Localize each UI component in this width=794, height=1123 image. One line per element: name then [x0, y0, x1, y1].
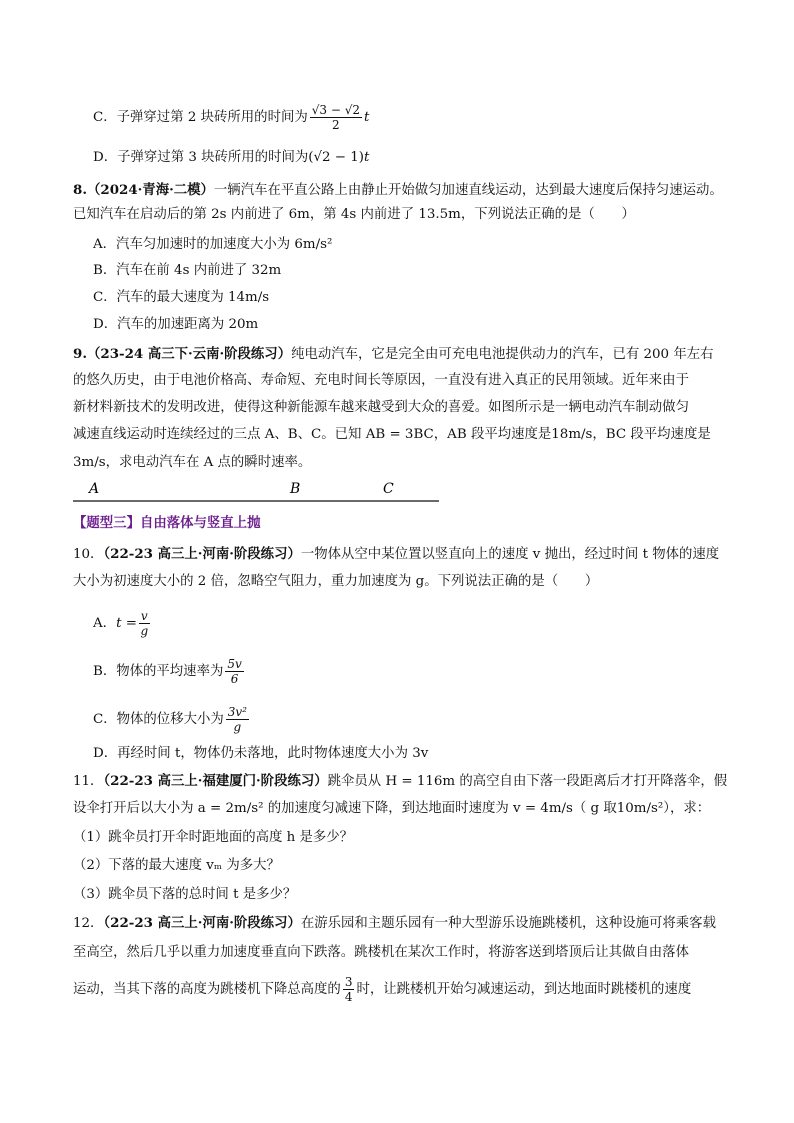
- fraction: $\frac{3}{4}$: [344, 975, 353, 1004]
- q9-line4: 减速直线运动时连续经过的三点 A、B、C。已知 AB = 3BC，AB 段平均速度是18m/s，BC 段平均速度是: [73, 427, 711, 442]
- question-number: 9.: [73, 346, 87, 362]
- question-source: （22-23 高三上·河南·阶段练习）: [103, 546, 301, 562]
- q10-option-b: B．物体的平均速率为 $\frac{5v}{6}$: [93, 657, 242, 686]
- q11-sub-2: （2）下落的最大速度 vₘ 为多大？: [73, 858, 280, 873]
- math-expression: (√2 − 1): [308, 150, 365, 165]
- q11-sub-3: （3）跳伞员下落的总时间 t 是多少？: [73, 887, 297, 902]
- option-text: D．子弹穿过第 3 块砖所用的时间为: [93, 150, 309, 165]
- q9-line3: 新材料新技术的发明改进，使得这种新能源车越来越受到大众的喜爱。如图所示是一辆电动汽车制动做匀: [73, 400, 689, 415]
- option-text: C．子弹穿过第 2 块砖所用的时间为: [93, 110, 308, 125]
- option-d-top: D．子弹穿过第 3 块砖所用的时间为(√2 − 1)t: [93, 150, 370, 165]
- q11-line1: 11．（22-23 高三上·福建厦门·阶段练习）跳伞员从 H = 116m 的高空自由下落一段距离后才打开降落伞，假: [73, 773, 728, 789]
- question-number: 12．: [73, 916, 104, 931]
- question-number: 11．: [73, 774, 104, 789]
- q9-line1: 9.（23-24 高三下·云南·阶段练习）纯电动汽车，它是完全由可充电电池提供动力的汽车，已有 200 年左右: [73, 346, 714, 362]
- section-heading: 【题型三】自由落体与竖直上抛: [73, 516, 261, 531]
- q8-line2: 已知汽车在启动后的第 2s 内前进了 6m，第 4s 内前进了 13.5m，下列说法正确的是（ ）: [73, 207, 635, 222]
- option-c-top: C．子弹穿过第 2 块砖所用的时间为 $\frac{√3 - √2}{2}$ t: [93, 103, 370, 132]
- q11-sub-1: （1）跳伞员打开伞时距地面的高度 h 是多少？: [73, 830, 354, 845]
- q12-line1: 12．（22-23 高三上·河南·阶段练习）在游乐园和主题乐园有一种大型游乐设施跳楼机，这种设施可将乘客载: [73, 915, 716, 931]
- q10-line2: 大小为初速度大小的 2 倍，忽略空气阻力，重力加速度为 g。下列说法正确的是（ ）: [73, 574, 599, 589]
- point-a-label: A: [89, 481, 100, 497]
- q11-line2: 设伞打开后以大小为 a = 2m/s² 的加速度匀减速下降，到达地面时速度为 v = 4m/s（ g 取10m/s²），求：: [73, 801, 711, 816]
- question-number: 10．: [73, 547, 104, 562]
- fraction: $\frac{\text{3v²}}{g}$: [227, 705, 247, 734]
- fraction: $\frac{√3 - √2}{2}$: [311, 103, 360, 132]
- fraction: $\frac{v}{g}$: [140, 609, 149, 638]
- question-source: （23-24 高三下·云南·阶段练习）: [86, 346, 292, 362]
- q8-line1: 8.（2024·青海·二模）一辆汽车在平直公路上由静止开始做匀加速直线运动，达到最大速度后保持匀速运动。: [73, 182, 723, 198]
- question-source: （2024·青海·二模）: [86, 182, 214, 198]
- q10-option-d: D．再经时间 t，物体仍未落地，此时物体速度大小为 3v: [93, 746, 429, 761]
- question-source: （22-23 高三上·福建厦门·阶段练习）: [103, 773, 328, 789]
- q12-line2: 至高空，然后几乎以重力加速度垂直向下跌落。跳楼机在某次工作时，将游客送到塔顶后让其做自由落体: [73, 945, 689, 960]
- q10-option-c: C．物体的位移大小为 $\frac{\text{3v²}}{g}$: [93, 705, 247, 734]
- q8-option-b: B．汽车在前 4s 内前进了 32m: [93, 263, 282, 278]
- q12-line3: 运动，当其下落的高度为跳楼机下降总高度的 $\frac{3}{4}$ 时，让跳楼机开始匀减速运动，到达地面时跳楼机的速度: [73, 975, 692, 1004]
- point-b-label: B: [290, 481, 301, 497]
- q9-line5: 3m/s，求电动汽车在 A 点的瞬时速率。: [73, 455, 312, 470]
- q8-option-a: A．汽车匀加速时的加速度大小为 6m/s²: [93, 237, 333, 252]
- point-c-label: C: [383, 481, 394, 497]
- q9-line2: 的悠久历史，由于电池价格高、寿命短、充电时间长等原因，一直没有进入真正的民用领域。近年来由于: [73, 373, 689, 388]
- abc-line-diagram: [73, 478, 445, 506]
- q10-line1: 10．（22-23 高三上·河南·阶段练习）一物体从空中某位置以竖直向上的速度 v 抛出，经过时间 t 物体的速度: [73, 546, 720, 562]
- q10-option-a: A．t = $\frac{v}{g}$: [93, 609, 149, 638]
- fraction: $\frac{5v}{6}$: [227, 657, 242, 686]
- q8-option-c: C．汽车的最大速度为 14m/s: [93, 290, 270, 305]
- question-number: 8.: [73, 182, 87, 198]
- question-source: （22-23 高三上·河南·阶段练习）: [103, 915, 301, 931]
- q8-option-d: D．汽车的加速距离为 20m: [93, 317, 259, 332]
